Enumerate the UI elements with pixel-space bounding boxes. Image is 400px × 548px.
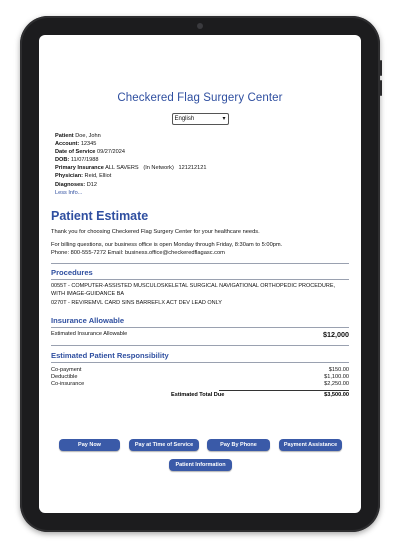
insurance-allowable-heading: Insurance Allowable — [51, 315, 125, 325]
estimate-page — [51, 35, 349, 468]
row-label: Co-insurance — [51, 381, 85, 388]
total-value: $3,500.00 — [324, 391, 349, 398]
insurance-allowable-label: Estimated Insurance Allowable — [51, 330, 128, 337]
row-value: $1,100.00 — [324, 374, 349, 381]
volume-button-lower — [380, 80, 382, 96]
procedure-item: 0270T - REV/REMVL CARD SINS BARREFLX ACT DEV LEAD ONLY — [51, 300, 222, 307]
responsibility-heading: Estimated Patient Responsibility — [51, 350, 169, 360]
physician-value: Reid, Elliot — [84, 173, 112, 180]
diagnoses-value: D12 — [86, 181, 97, 188]
procedure-item: 0055T - COMPUTER-ASSISTED MUSCULOSKELETAL SURGICAL NAVIGATIONAL ORTHOPEDIC PROCEDURE, WITH IMAGE-GUIDANCE BA — [51, 283, 336, 297]
insurance-value: ALL SAVERS — [105, 165, 139, 172]
account-row — [55, 140, 349, 148]
tablet-screen — [39, 35, 361, 513]
dos-row — [55, 148, 349, 156]
row-label: Deductible — [51, 374, 78, 381]
insurance-row — [55, 164, 349, 172]
tablet-device — [20, 16, 380, 532]
divider — [51, 362, 349, 363]
insurance-label: Primary Insurance — [55, 165, 104, 172]
divider — [51, 327, 349, 328]
physician-label: Physician: — [55, 173, 83, 180]
camera-icon — [197, 23, 203, 29]
patient-value: Doe, John — [75, 133, 101, 139]
volume-button — [380, 60, 382, 76]
total-divider — [219, 390, 349, 391]
pay-now-button[interactable]: Pay Now — [59, 439, 120, 451]
network-status: (In Network) — [143, 165, 174, 172]
divider — [51, 345, 349, 346]
dos-label: Date of Service — [55, 149, 96, 156]
billing-hours-text: For billing questions, our business office is open Monday through Friday, 8:30am to 5:00pm. — [51, 242, 283, 249]
language-select[interactable] — [172, 113, 229, 125]
billing-contact-text: Phone: 800-555-7272 Email: business.office@checkeredflagasc.com — [51, 249, 225, 256]
responsibility-row — [51, 367, 349, 374]
chevron-down-icon: ▾ — [222, 116, 226, 122]
physician-row — [55, 172, 349, 180]
responsibility-rows — [51, 367, 349, 389]
total-label: Estimated Total Due — [171, 391, 225, 398]
member-id: 121212121 — [178, 165, 207, 172]
row-value: $2,250.00 — [324, 381, 349, 388]
total-row — [51, 390, 349, 400]
insurance-allowable-value: $12,000 — [323, 329, 349, 339]
dob-row — [55, 156, 349, 164]
patient-information-button[interactable]: Patient Information — [169, 459, 232, 471]
patient-label: Patient — [55, 133, 74, 139]
thanks-text: Thank you for choosing Checkered Flag Surgery Center for your healthcare needs. — [51, 228, 260, 235]
payment-assistance-button[interactable]: Payment Assistance — [279, 439, 342, 451]
action-buttons — [51, 439, 349, 479]
account-value: 12345 — [80, 141, 97, 148]
diagnoses-row — [55, 181, 349, 189]
clinic-name: Checkered Flag Surgery Center — [117, 92, 283, 104]
procedures-heading: Procedures — [51, 268, 93, 278]
dob-label: DOB: — [55, 157, 70, 164]
row-label: Co-payment — [51, 366, 82, 373]
responsibility-row — [51, 381, 349, 388]
account-label: Account: — [55, 141, 80, 148]
less-info-link[interactable]: Less Info... — [55, 189, 83, 196]
patient-row — [55, 132, 349, 140]
patient-info — [55, 132, 349, 197]
dob-value: 11/07/1988 — [70, 157, 99, 164]
divider — [51, 279, 349, 280]
page-title: Patient Estimate — [51, 208, 149, 223]
divider — [51, 263, 349, 264]
row-value: $150.00 — [328, 366, 349, 373]
diagnoses-label: Diagnoses: — [55, 181, 86, 188]
language-value: English — [174, 116, 195, 122]
responsibility-row — [51, 374, 349, 381]
insurance-allowable-row — [51, 331, 349, 338]
language-select-wrap — [51, 107, 349, 125]
pay-by-phone-button[interactable]: Pay By Phone — [207, 439, 270, 451]
dos-value: 09/27/2024 — [96, 149, 125, 156]
pay-at-service-button[interactable]: Pay at Time of Service — [129, 439, 199, 451]
